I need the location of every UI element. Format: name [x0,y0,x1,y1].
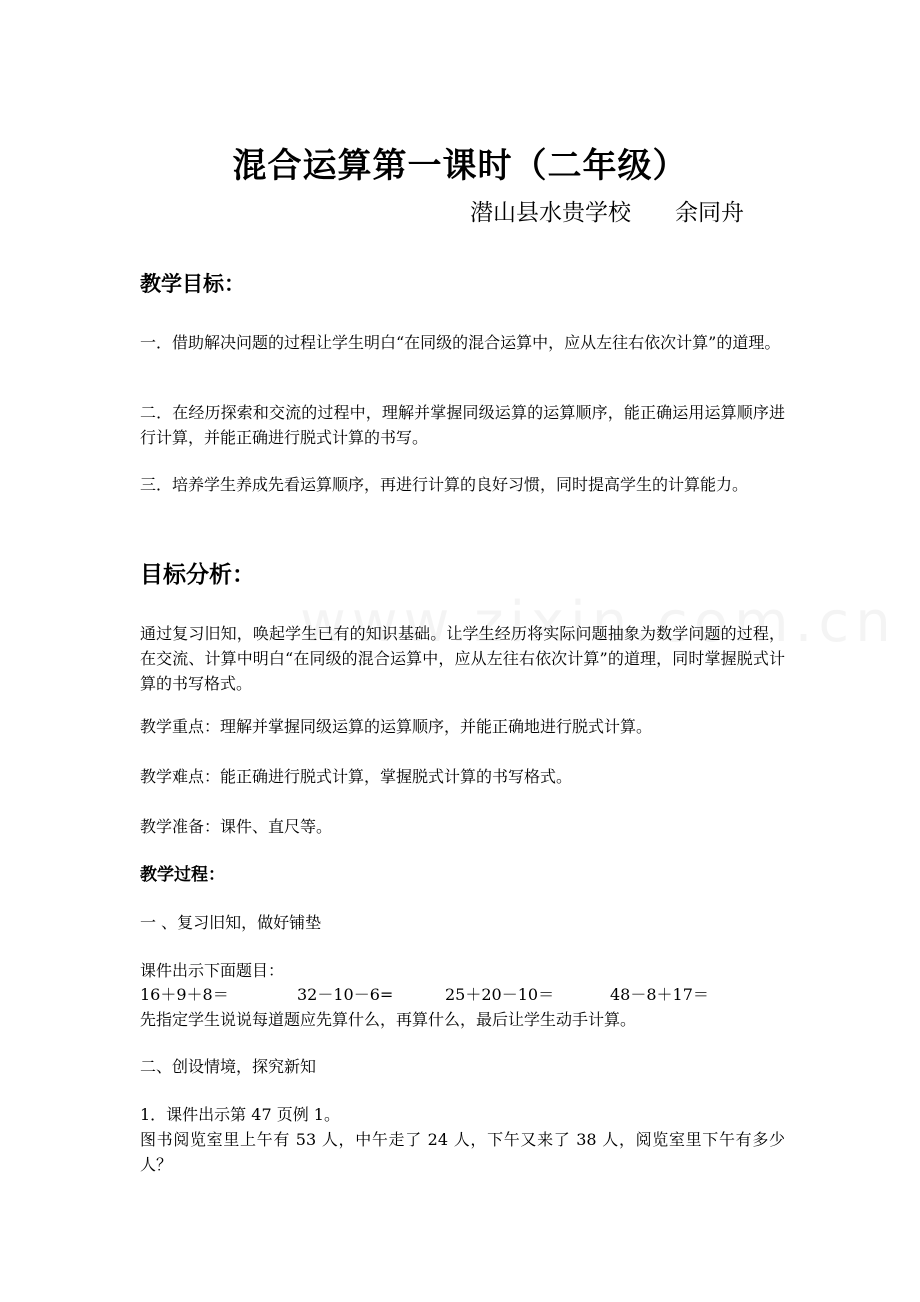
step2-problem: 图书阅览室里上午有 53 人，中午走了 24 人，下午又来了 38 人，阅览室里下午有多少人？ [140,1130,785,1174]
page-title: 混合运算第一课时（二年级） [232,146,688,186]
step2-title: 二、创设情境，探究新知 [140,1057,317,1076]
preparation: 教学准备：课件、直尺等。 [140,817,333,836]
objective-item-2: 二．在经历探索和交流的过程中，理解并掌握同级运算的运算顺序，能正确运用运算顺序进行计算，并能正确进行脱式计算的书写。 [140,403,785,447]
step2-content [140,1102,785,1177]
equation-4: 48－8＋17＝ [610,985,709,1004]
key-point: 教学重点：理解并掌握同级运算的运算顺序，并能正确地进行脱式计算。 [140,717,653,736]
difficulty-point: 教学难点：能正确进行脱式计算，掌握脱式计算的书写格式。 [140,767,573,786]
author-name: 余同舟 [675,200,744,226]
equation-3: 25＋20－10＝ [445,985,555,1004]
objective-item-3: 三．培养学生养成先看运算顺序，再进行计算的良好习惯，同时提高学生的计算能力。 [140,475,749,494]
process-heading: 教学过程： [140,865,225,885]
analysis-text: 通过复习旧知，唤起学生已有的知识基础。让学生经历将实际问题抽象为数学问题的过程，在交流、计算中明白“在同级的混合运算中，应从左往右依次计算”的道理，同时掌握脱式计算的书写格式。 [140,624,785,693]
step1-intro: 课件出示下面题目： [140,961,285,980]
school-name: 潜山县水贵学校 [470,200,631,226]
equation-1: 16＋9＋8＝ [140,985,229,1004]
step1-instruction: 先指定学生说说每道题应先算什么，再算什么，最后让学生动手计算。 [140,1010,637,1029]
step2-item: 1．课件出示第 47 页例 1。 [140,1105,340,1124]
equation-2: 32－10－6= [297,985,394,1004]
byline [470,194,744,227]
analysis-heading: 目标分析： [140,562,255,588]
objectives-heading: 教学目标： [140,272,245,296]
objective-item-1: 一．借助解决问题的过程让学生明白“在同级的混合运算中，应从左往右依次计算”的道理。 [140,333,781,352]
step1-title: 一 、复习旧知，做好铺垫 [140,913,322,932]
